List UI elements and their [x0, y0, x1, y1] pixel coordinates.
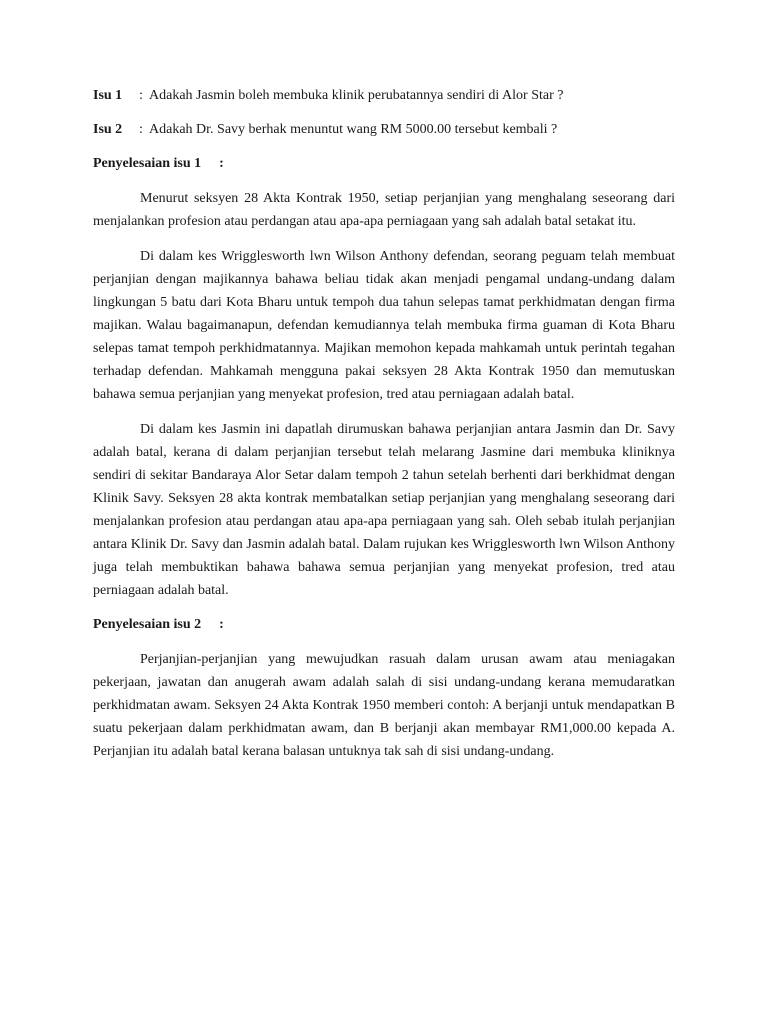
section-1-heading-colon: : — [219, 156, 224, 171]
section-1-paragraph-3: Di dalam kes Jasmin ini dapatlah dirumuskan bahawa perjanjian antara Jasmin dan Dr. Savy adalah batal, kerana di dalam perjanjian tersebut telah melarang Jasmine dari membuka kliniknya sendiri di sekitar Bandaraya Alor Setar dalam tempoh 2 tahun setelah berhenti dari berkhidmat dengan Klinik Savy. Seksyen 28 akta kontrak membatalkan setiap perjanjian yang menghalang seseorang dari menjalankan profesion atau perdangan atau apa-apa perniagaan yang sah. Oleh sebab itulah perjanjian antara Klinik Dr. Savy dan Jasmin adalah batal. Dalam rujukan kes Wrigglesworth lwn Wilson Anthony juga telah membuktikan bahawa bahawa semua perjanjian yang menyekat profesion, tred atau perniagaan adalah batal. — [93, 422, 675, 598]
issue-1 — [93, 86, 675, 106]
issue-2-separator: : — [139, 122, 143, 137]
issue-1-text: Adakah Jasmin boleh membuka klinik perubatannya sendiri di Alor Star ? — [149, 88, 564, 103]
section-1-paragraph-2: Di dalam kes Wrigglesworth lwn Wilson Anthony defendan, seorang peguam telah membuat perjanjian dengan majikannya bahawa beliau tidak akan menjadi pengamal undang-undang dalam lingkungan 5 batu dari Kota Bharu untuk tempoh dua tahun selepas tamat perkhidmatan dengan firma majikan. Walau bagaimanapun, defendan kemudiannya telah membuka firma guaman di Kota Bharu selepas tamat tempoh perkhidmatannya. Majikan memohon kepada mahkamah untuk perintah tegahan terhadap defendan. Mahkamah mengguna pakai seksyen 28 Akta Kontrak 1950 dan memutuskan bahawa semua perjanjian yang menyekat profesion, tred atau perniagaan adalah batal. — [93, 249, 675, 402]
section-1-paragraph-1: Menurut seksyen 28 Akta Kontrak 1950, setiap perjanjian yang menghalang seseorang dari menjalankan profesion atau perdangan atau apa-apa perniagaan yang sah adalah batal setakat itu. — [93, 191, 675, 229]
section-2-heading — [93, 615, 675, 635]
document-page — [93, 86, 675, 775]
issue-1-label: Isu 1 — [93, 88, 123, 103]
section-1-heading — [93, 154, 675, 174]
section-2-heading-text: Penyelesaian isu 2 — [93, 617, 202, 632]
section-1-heading-text: Penyelesaian isu 1 — [93, 156, 202, 171]
issue-2 — [93, 120, 675, 140]
section-2-paragraph-1: Perjanjian-perjanjian yang mewujudkan rasuah dalam urusan awam atau meniagakan pekerjaan, jawatan dan anugerah awam adalah salah di sisi undang-undang kerana memudaratkan perkhidmatan awam. Seksyen 24 Akta Kontrak 1950 memberi contoh: A berjanji untuk mendapatkan B suatu pekerjaan dalam perkhidmatan awam, dan B berjanji akan membayar RM1,000.00 kepada A. Perjanjian itu adalah batal kerana balasan untuknya tak sah di sisi undang-undang. — [93, 652, 675, 759]
issue-2-text: Adakah Dr. Savy berhak menuntut wang RM 5000.00 tersebut kembali ? — [149, 122, 558, 137]
section-2-heading-colon: : — [219, 617, 224, 632]
issue-1-separator: : — [139, 88, 143, 103]
issue-2-label: Isu 2 — [93, 122, 123, 137]
